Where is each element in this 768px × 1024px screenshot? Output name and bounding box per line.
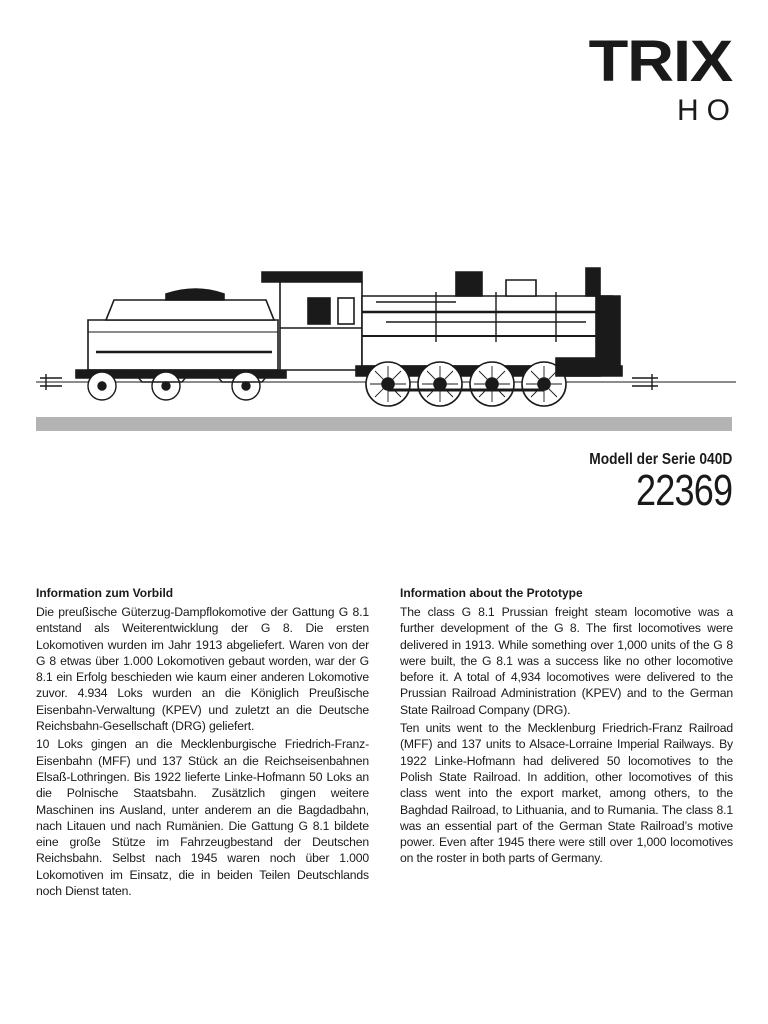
english-paragraph-1: The class G 8.1 Prussian freight steam locomotive was a further development of the G 8. The first locomotives were delivered in 1913. While something over 1,000 units of the G 8 were built, the G 8.1 was a success like no other locomotive before it. A total of 4,934 locomotives were delivered to the Prussian Railroad Administration (KPEV) and to the German State Railroad Company (DRG). (400, 605, 733, 717)
model-series-label: Modell der Serie 040D (588, 451, 732, 468)
german-paragraph-1: Die preußische Güterzug-Dampflokomotive der Gattung G 8.1 entstand als Weiterentwicklung der G 8. Die ersten Lokomotiven wurden im Jahr 1913 abgeliefert. Waren von der G 8 etwas über 1.000 Lokomotiven gebaut worden, war der G 8.1 ein Erfolg beschieden wie kaum einer anderen Lokomotive zuvor. 4.934 Loks wurden an die Königlich Preußische Eisenbahn-Verwaltung (KPEV) und zuletzt an die Deutsche Reichsbahn-Gesellschaft (DRG) geliefert. (36, 605, 369, 734)
german-paragraph-2: 10 Loks gingen an die Mecklenburgische Friedrich-Franz-Eisenbahn (MFF) und 137 Stück an die Reichseisenbahnen Elsaß-Lothringen. Bis 1922 lieferte Linke-Hofmann 50 Loks an die Polnische Staatsbahn. Zusätzlich gingen weitere Maschinen ins Ausland, unter anderem an die Bagdadbahn, nach Litauen und nach Rumänien. Die Gattung G 8.1 bildete eine große Stütze im Fahrzeugbestand der Deutschen Reichsbahn. Selbst nach 1945 waren noch über 1.000 Lokomotiven im Einsatz, die in beiden Teilen Deutschlands noch Dienst taten. (36, 737, 369, 899)
divider-bar (36, 417, 732, 431)
brand-header (588, 29, 738, 128)
model-block (566, 450, 732, 515)
german-heading: Information zum Vorbild (36, 586, 174, 600)
english-paragraph-2: Ten units went to the Mecklenburg Friedrich-Franz Railroad (MFF) and 137 units to Alsace-Lorraine Imperial Railways. By 1922 Linke-Hofmann had delivered 50 locomotives to the Polish State Railroad. In addition, other locomotives of this class went into the export market, among others, to the Baghdad Railroad, to Lithuania, and to Rumania. The class 8.1 was an essential part of the German State Railroad’s motive power. Even after 1945 there were still over 1,000 locomotives on the roster in both parts of Germany. (400, 721, 733, 866)
trix-logo: TRIX (588, 29, 732, 94)
scale-label: HO (677, 94, 738, 127)
model-number: 22369 (635, 466, 732, 515)
german-info-column (36, 585, 369, 901)
locomotive-illustration (36, 262, 736, 414)
english-heading: Information about the Prototype (400, 586, 583, 600)
english-info-column (400, 585, 733, 869)
